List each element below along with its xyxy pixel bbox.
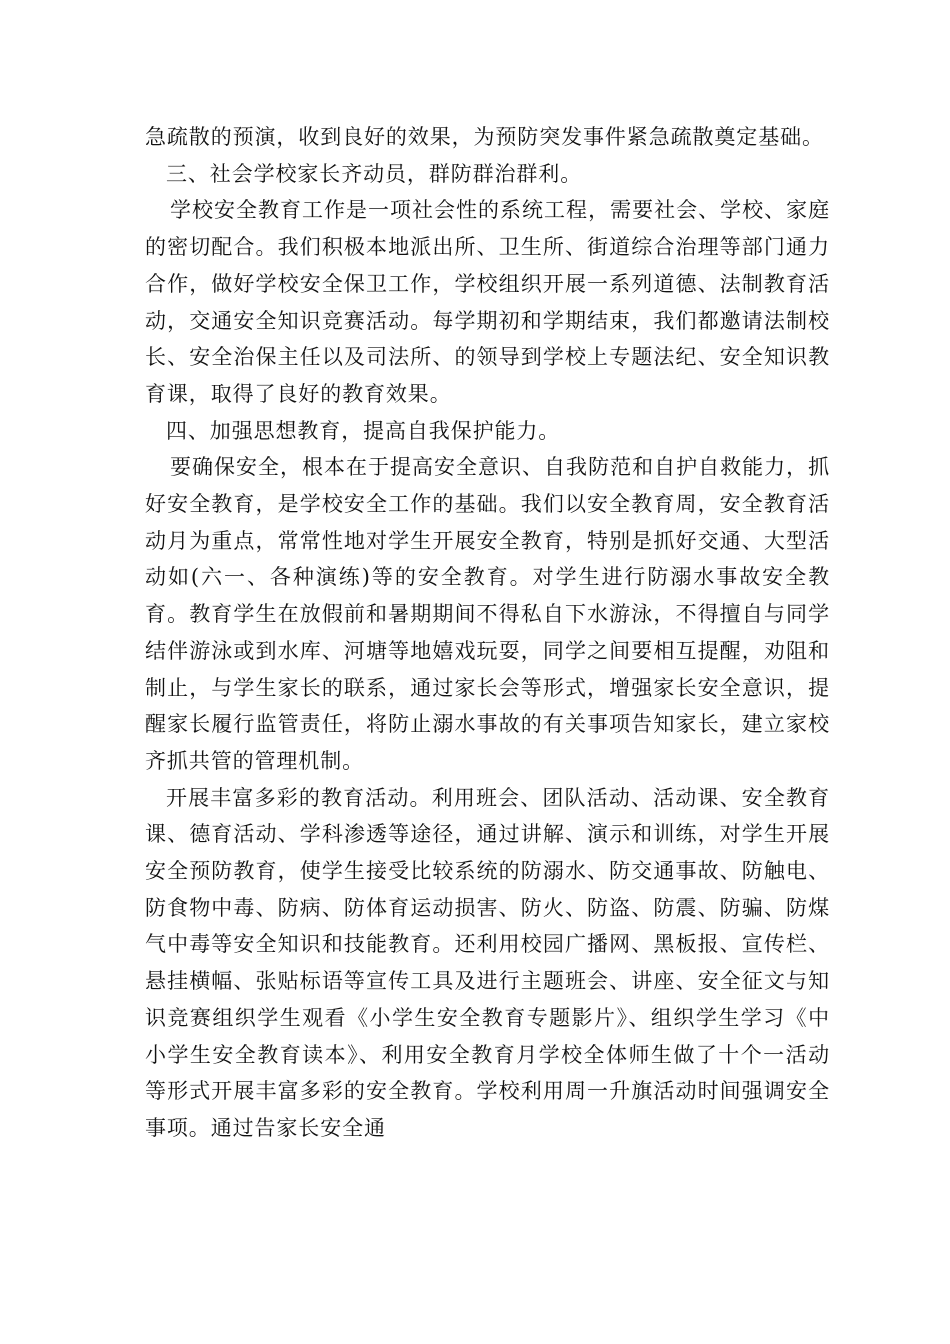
paragraph-continuation: 急疏散的预演，收到良好的效果，为预防突发事件紧急疏散奠定基础。 — [145, 125, 824, 149]
section-heading-four: 四、加强思想教育，提高自我保护能力。 — [166, 418, 561, 443]
paragraph-community-cooperation: 学校安全教育工作是一项社会性的系统工程，需要社会、学校、家庭的密切配合。我们积极本地派出所、卫生所、街道综合治理等部门通力合作，做好学校安全保卫工作，学校组织开展一系列道德、法制教育活动，交通安全知识竞赛活动。每学期初和学期结束，我们都邀请法制校长、安全治保主任以及司法所、的领导到学校上专题法纪、安全知识教育课，取得了良好的教育效果。 — [145, 198, 830, 406]
document-body — [145, 119, 830, 1147]
paragraph-safety-awareness: 要确保安全，根本在于提高安全意识、自我防范和自护自救能力，抓好安全教育，是学校安全工作的基础。我们以安全教育周，安全教育活动月为重点，常常性地对学生开展安全教育，特别是抓好交通、大型活动如(六一、各种演练)等的安全教育。对学生进行防溺水事故安全教育。教育学生在放假前和暑期期间不得私自下水游泳，不得擅自与同学结伴游泳或到水库、河塘等地嬉戏玩耍，同学之间要相互提醒，劝阻和制止，与学生家长的联系，通过家长会等形式，增强家长安全意识，提醒家长履行监管责任，将防止溺水事故的有关事项告知家长，建立家校齐抓共管的管理机制。 — [145, 455, 830, 773]
section-heading-three: 三、社会学校家长齐动员，群防群治群利。 — [166, 161, 583, 186]
paragraph-education-activities: 开展丰富多彩的教育活动。利用班会、团队活动、活动课、安全教育课、德育活动、学科渗透等途径，通过讲解、演示和训练，对学生开展安全预防教育，使学生接受比较系统的防溺水、防交通事故、防触电、防食物中毒、防病、防体育运动损害、防火、防盗、防震、防骗、防煤气中毒等安全知识和技能教育。还利用校园广播网、黑板报、宣传栏、悬挂横幅、张贴标语等宣传工具及进行主题班会、讲座、安全征文与知识竞赛组织学生观看《小学生安全教育专题影片》、组织学生学习《中小学生安全教育读本》、利用安全教育月学校全体师生做了十个一活动等形式开展丰富多彩的安全教育。学校利用周一升旗活动时间强调安全事项。通过告家长安全通 — [145, 785, 830, 1140]
